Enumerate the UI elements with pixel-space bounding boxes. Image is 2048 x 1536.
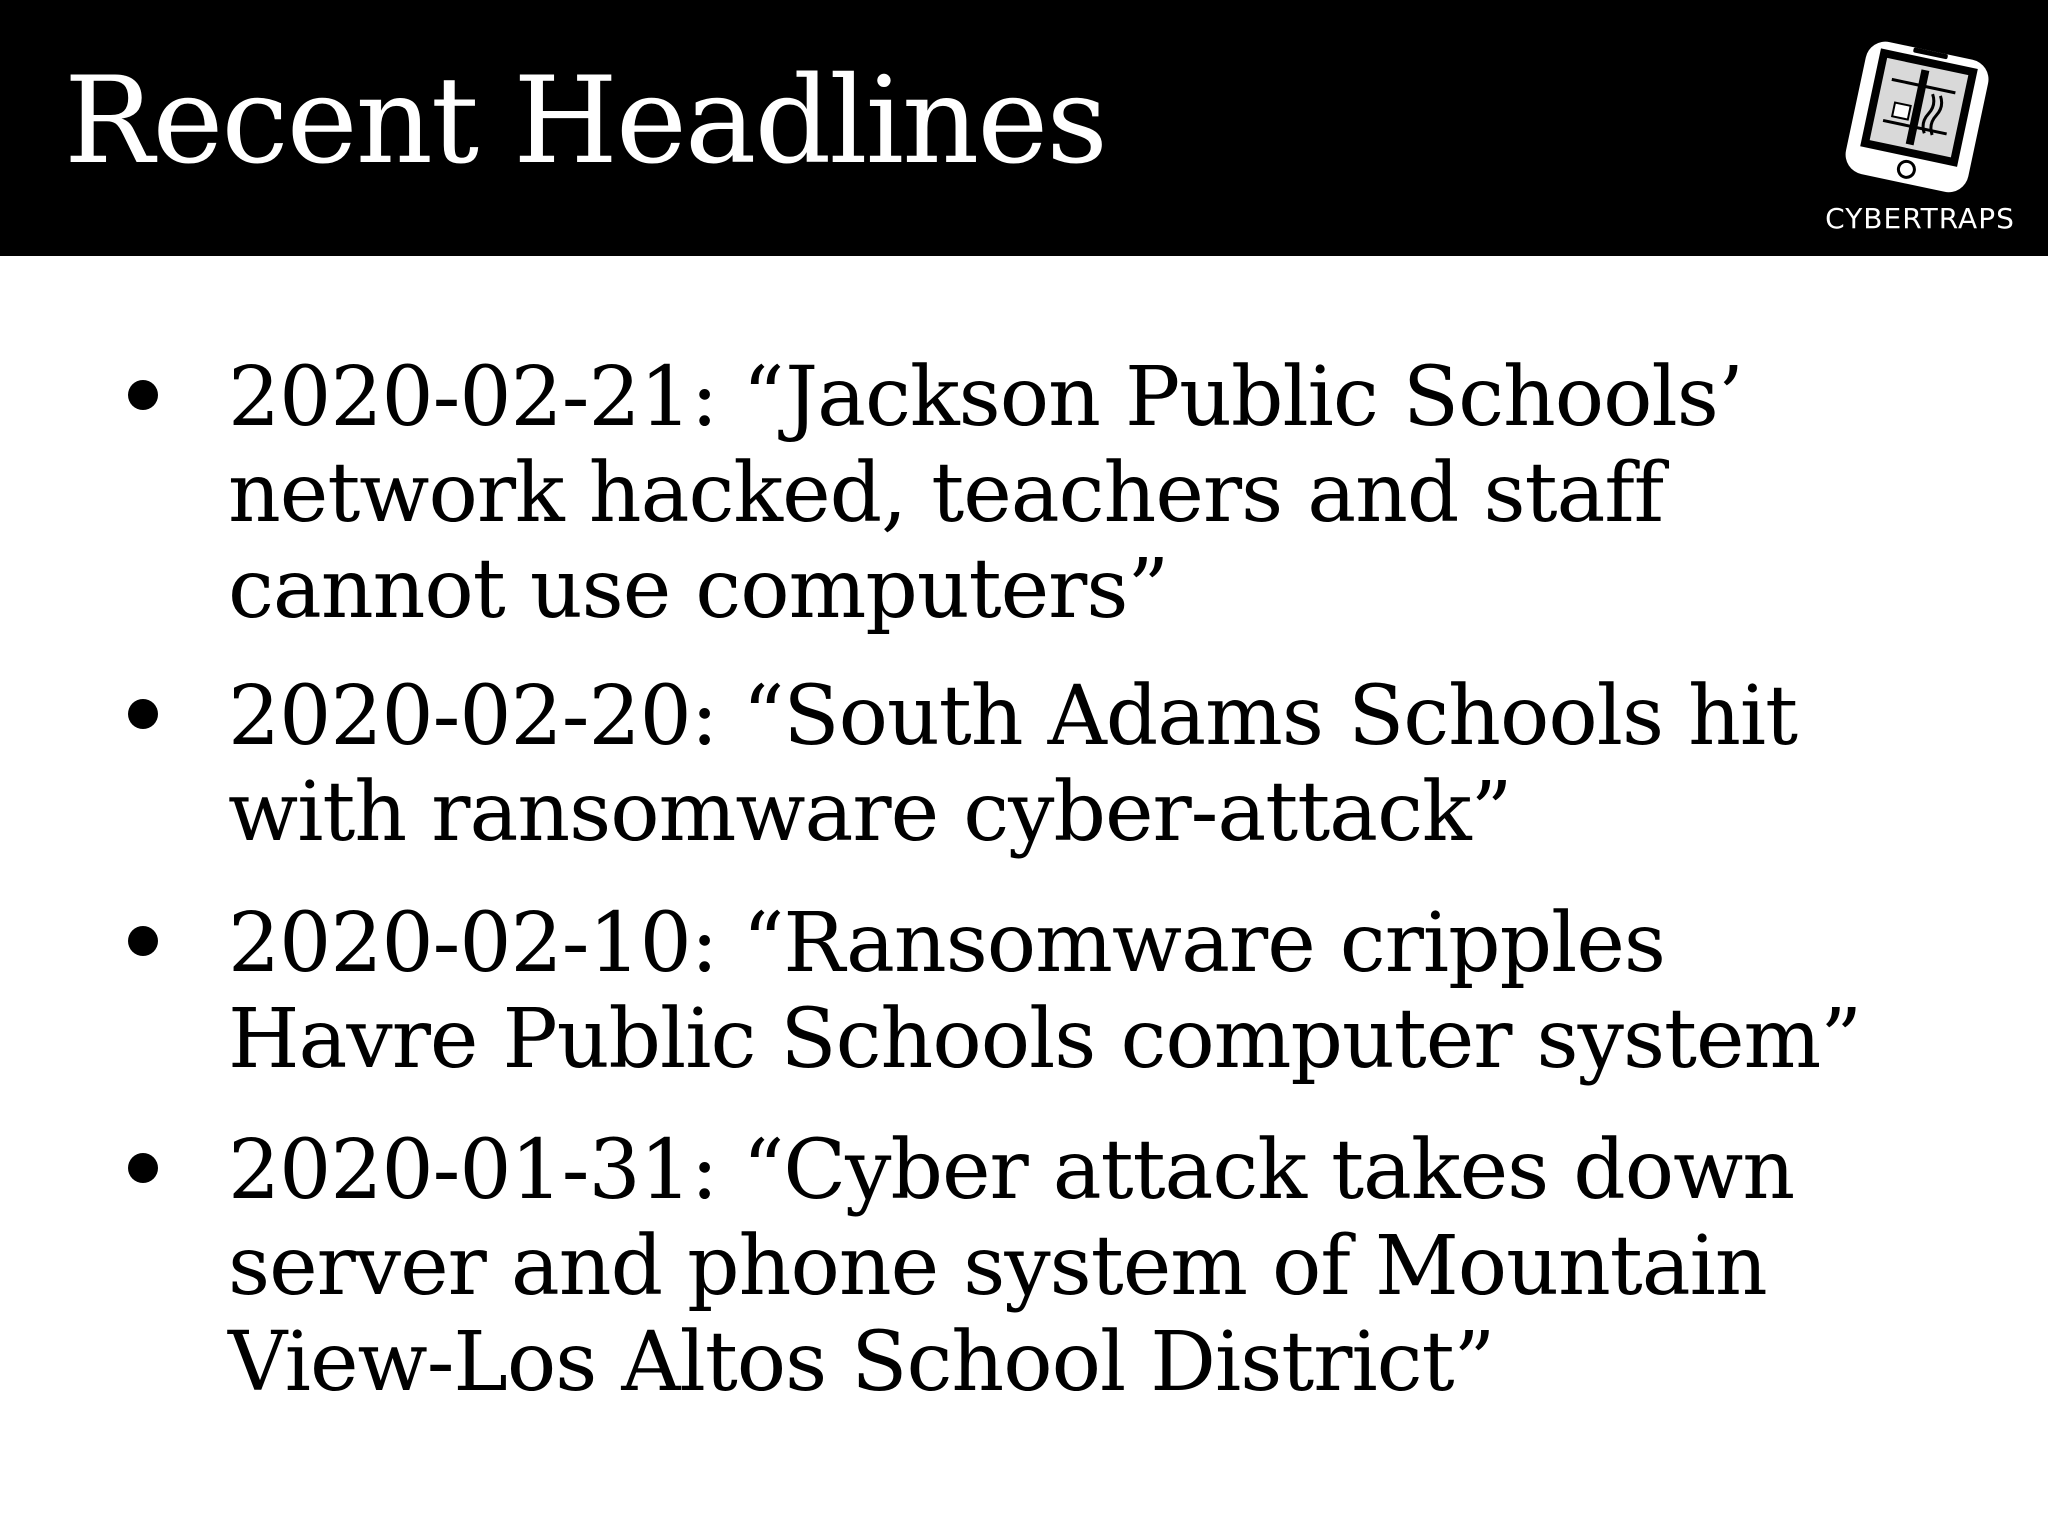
bullet-icon [128,926,158,956]
slide-title: Recent Headlines [64,52,1106,191]
headline-text: 2020-01-31: “Cyber attack takes down server and phone system of Mountain View-Los Altos School District” [228,1123,1795,1410]
bullet-icon [128,699,158,729]
logo-wordmark: CYBERTRAPS [1825,202,2015,235]
headline-text: 2020-02-10: “Ransomware cripples Havre Public Schools computer system” [228,896,1862,1087]
bullet-icon [128,1153,158,1183]
headline-text: 2020-02-20: “South Adams Schools hit with ransomware cyber-attack” [228,669,1798,860]
headline-text: 2020-02-21: “Jackson Public Schools’ network hacked, teachers and staff cannot use computers” [228,350,1743,637]
bullet-icon [128,380,158,410]
